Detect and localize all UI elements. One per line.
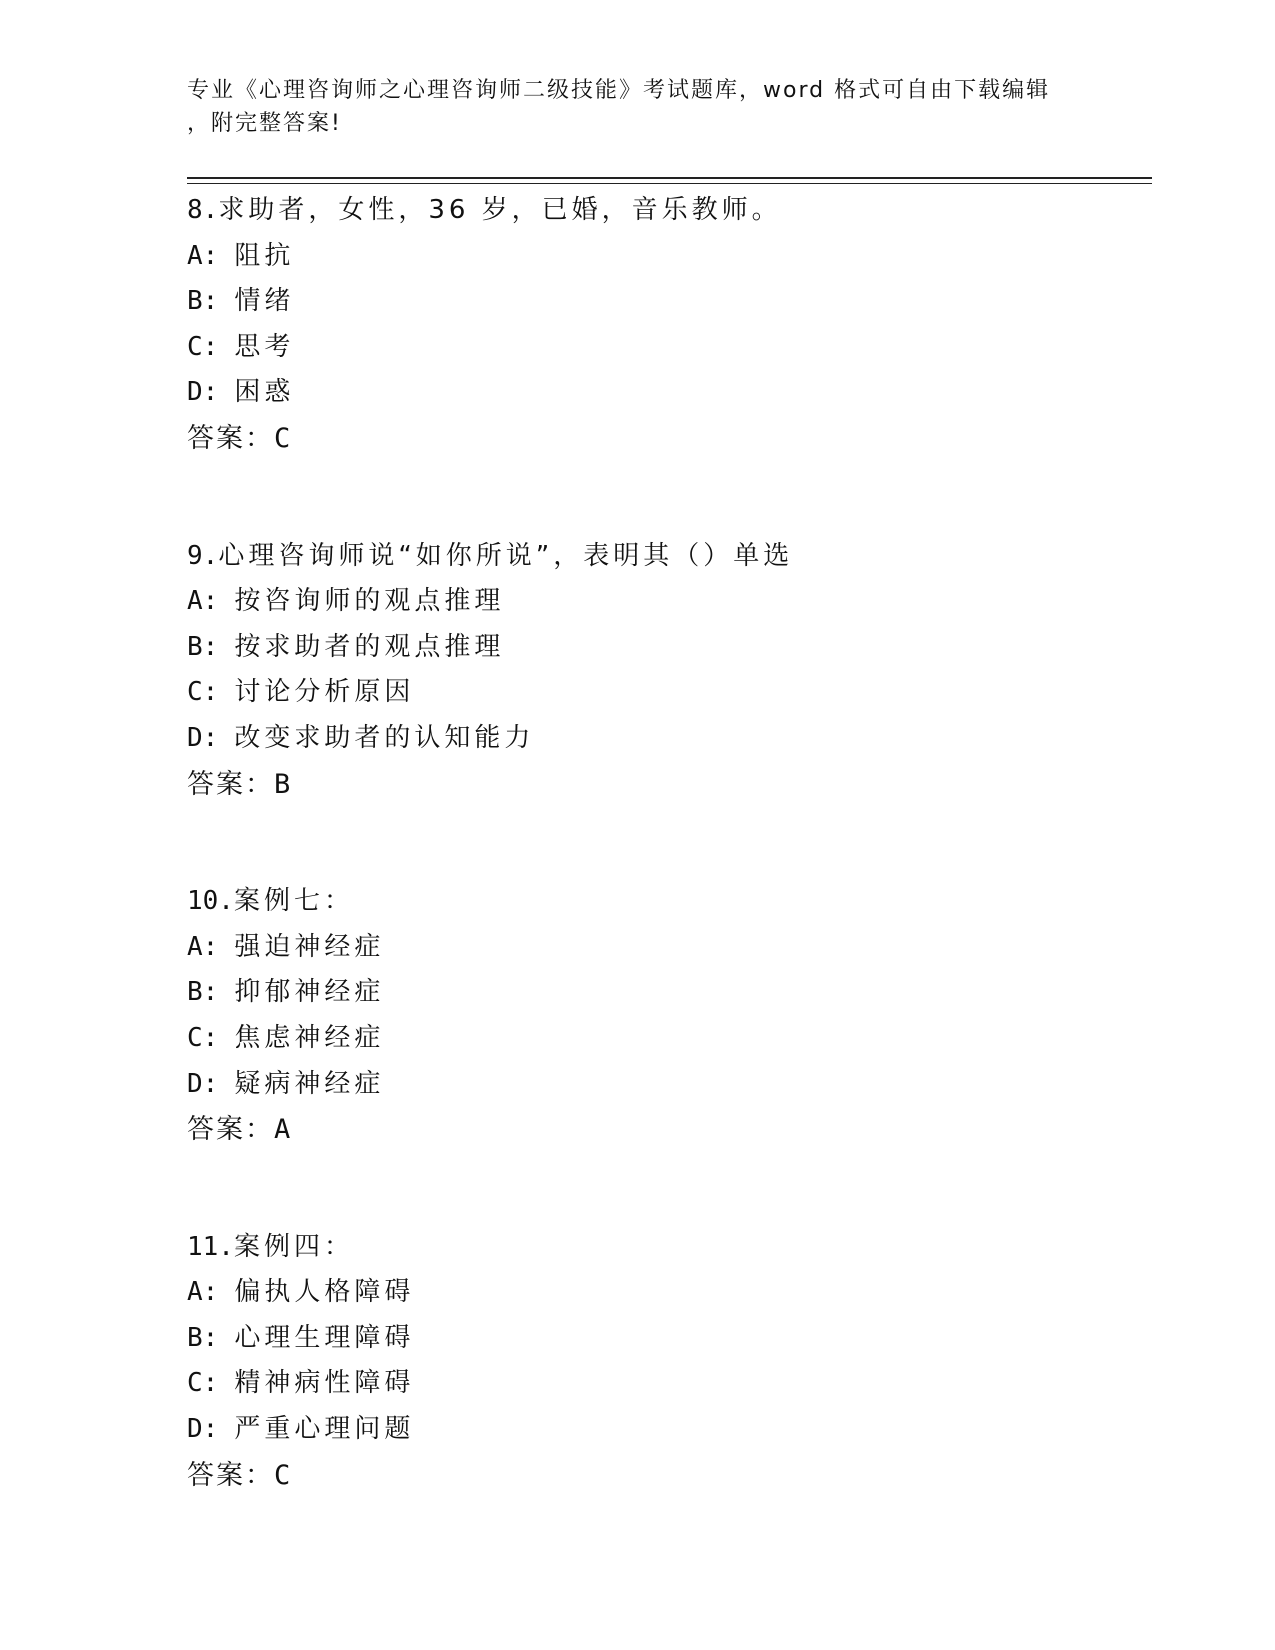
answer-value: C — [274, 422, 291, 454]
option-text: 强迫神经症 — [234, 931, 385, 962]
option-text: 疑病神经症 — [234, 1068, 385, 1099]
question-text: 心理咨询师说“如你所说”，表明其（）单选 — [218, 540, 794, 571]
question-spacer — [187, 807, 1147, 879]
option-letter: B: — [187, 1322, 219, 1353]
option-text: 改变求助者的认知能力 — [234, 722, 535, 753]
option-text: 困惑 — [234, 377, 295, 408]
option-letter: A: — [187, 1277, 219, 1308]
option-letter: D: — [187, 1068, 219, 1099]
question-text: 求助者，女性，36 岁，已婚，音乐教师。 — [218, 195, 782, 225]
option-letter: B: — [187, 286, 219, 317]
question-list — [187, 188, 1147, 1498]
option-letter: C: — [187, 331, 219, 362]
option-text: 思考 — [234, 331, 295, 362]
question-number: 10. — [187, 886, 234, 917]
option-text: 焦虑神经症 — [234, 1022, 385, 1053]
option-c — [187, 670, 1147, 716]
option-letter: B: — [187, 977, 219, 1008]
option-a — [187, 1270, 1147, 1316]
question-text: 案例七： — [233, 886, 354, 917]
option-letter: D: — [187, 1414, 219, 1445]
question-10 — [187, 879, 1147, 1153]
question-number: 9. — [187, 540, 219, 571]
option-letter: D: — [187, 377, 219, 408]
option-text: 精神病性障碍 — [234, 1368, 415, 1399]
answer-value: A — [274, 1114, 291, 1146]
answer-line — [187, 1107, 1147, 1153]
option-d — [187, 1407, 1147, 1453]
option-b — [187, 970, 1147, 1016]
answer-label: 答案： — [187, 768, 274, 800]
option-d — [187, 1062, 1147, 1108]
option-letter: C: — [187, 1022, 219, 1053]
answer-line — [187, 762, 1147, 808]
question-number: 8. — [187, 195, 219, 225]
answer-line — [187, 1453, 1147, 1499]
option-letter: D: — [187, 722, 219, 753]
header-divider-thick — [187, 177, 1152, 179]
option-letter: A: — [187, 931, 219, 962]
option-text: 抑郁神经症 — [234, 977, 385, 1008]
option-a — [187, 925, 1147, 971]
option-text: 按求助者的观点推理 — [234, 631, 505, 662]
header-line-1: 专业《心理咨询师之心理咨询师二级技能》考试题库，word 格式可自由下载编辑 — [187, 78, 1051, 103]
option-c — [187, 1016, 1147, 1062]
question-title — [187, 1225, 1147, 1271]
answer-label: 答案： — [187, 1114, 274, 1146]
option-b — [187, 1316, 1147, 1362]
option-a — [187, 234, 1147, 280]
question-text: 案例四： — [233, 1231, 354, 1262]
option-letter: C: — [187, 1368, 219, 1399]
option-text: 按咨询师的观点推理 — [234, 586, 505, 617]
option-d — [187, 716, 1147, 762]
option-letter: B: — [187, 631, 219, 662]
header-divider-thin — [187, 183, 1152, 184]
answer-label: 答案： — [187, 1459, 274, 1491]
answer-value: B — [274, 768, 291, 800]
question-spacer — [187, 462, 1147, 534]
answer-line — [187, 416, 1147, 462]
option-c — [187, 325, 1147, 371]
question-spacer — [187, 1153, 1147, 1225]
question-number: 11. — [187, 1231, 234, 1262]
option-text: 情绪 — [234, 286, 295, 317]
option-text: 严重心理问题 — [234, 1414, 415, 1445]
document-header — [187, 74, 1067, 140]
header-line-2: ，附完整答案! — [187, 111, 342, 136]
option-text: 讨论分析原因 — [234, 677, 415, 708]
option-letter: A: — [187, 586, 219, 617]
question-title — [187, 879, 1147, 925]
question-8 — [187, 188, 1147, 462]
question-title — [187, 188, 1147, 234]
option-letter: C: — [187, 677, 219, 708]
option-letter: A: — [187, 240, 219, 271]
question-11 — [187, 1225, 1147, 1499]
answer-value: C — [274, 1459, 291, 1491]
answer-label: 答案： — [187, 422, 274, 454]
option-a — [187, 579, 1147, 625]
option-text: 偏执人格障碍 — [234, 1277, 415, 1308]
option-b — [187, 625, 1147, 671]
question-title — [187, 534, 1147, 580]
option-b — [187, 279, 1147, 325]
option-text: 阻抗 — [234, 240, 295, 271]
option-d — [187, 370, 1147, 416]
question-9 — [187, 534, 1147, 808]
option-text: 心理生理障碍 — [234, 1322, 415, 1353]
option-c — [187, 1361, 1147, 1407]
